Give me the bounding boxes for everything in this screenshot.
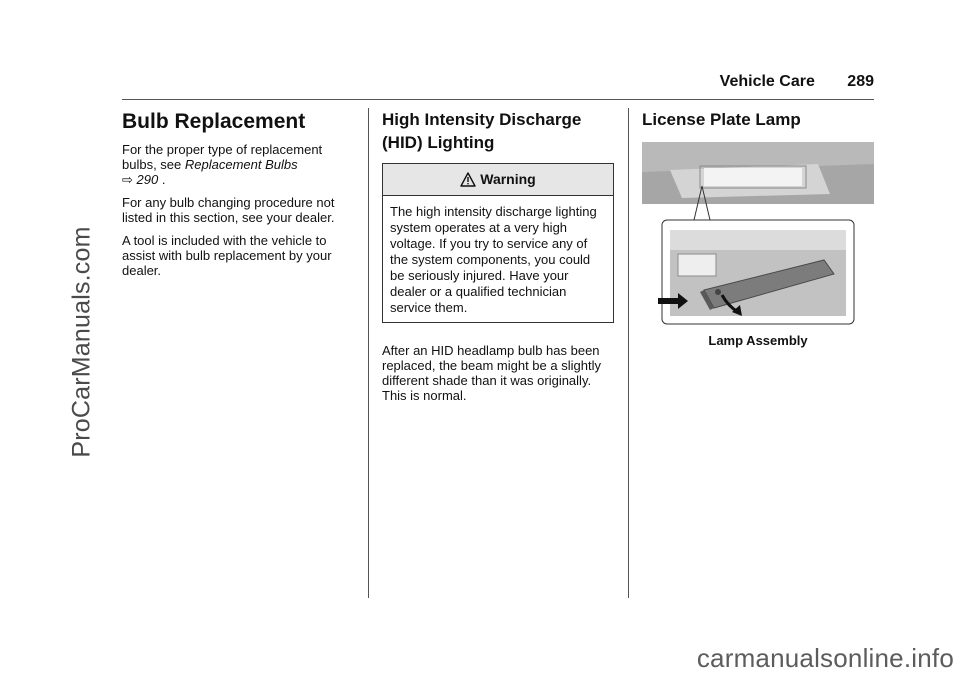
paragraph-bulb-type (122, 142, 354, 187)
paragraph-end: . (158, 172, 166, 187)
column-license-plate-lamp (642, 108, 874, 348)
warning-box (382, 163, 614, 323)
paragraph-other-bulbs: For any bulb changing procedure not listed in this section, see your dealer. (122, 195, 335, 225)
warning-triangle-icon (460, 172, 476, 187)
column-divider-2 (628, 108, 629, 598)
section-title: Vehicle Care (719, 73, 815, 90)
heading-hid-lighting: High Intensity Discharge (HID) Lighting (382, 110, 582, 152)
column-divider-1 (368, 108, 369, 598)
side-watermark: ProCarManuals.com (67, 226, 96, 458)
page-header (720, 73, 874, 91)
page-number: 289 (847, 73, 874, 90)
heading-bulb-replacement: Bulb Replacement (122, 110, 306, 133)
paragraph-tool: A tool is included with the vehicle to assist with bulb replacement by your dealer. (122, 233, 332, 278)
paragraph-hid-shade: After an HID headlamp bulb has been replaced, the beam might be a slightly different shade than it was originally. This is normal. (382, 343, 601, 403)
heading-license-plate-lamp: License Plate Lamp (642, 110, 801, 129)
warning-body: The high intensity discharge lighting system operates at a very high voltage. If you try to service any of the system components, you could be seriously injured. Have your dealer or a qualified technician service them. (390, 204, 597, 315)
column-hid-lighting (382, 108, 614, 411)
bottom-watermark: carmanualsonline.info (696, 643, 954, 673)
warning-title: Warning (480, 171, 536, 187)
paragraph-text: For the proper type of replacement bulbs, see (122, 142, 323, 172)
lamp-assembly-figure (642, 142, 874, 327)
page-ref-arrow-icon: ⇨ (122, 172, 133, 187)
page-ref-number[interactable]: 290 (136, 172, 159, 187)
figure-caption: Lamp Assembly (708, 333, 808, 348)
warning-header (383, 164, 613, 196)
replacement-bulbs-link[interactable]: Replacement Bulbs (184, 157, 298, 172)
column-bulb-replacement (122, 108, 354, 286)
lamp-assembly-illustration (642, 142, 874, 327)
header-rule (122, 99, 874, 100)
